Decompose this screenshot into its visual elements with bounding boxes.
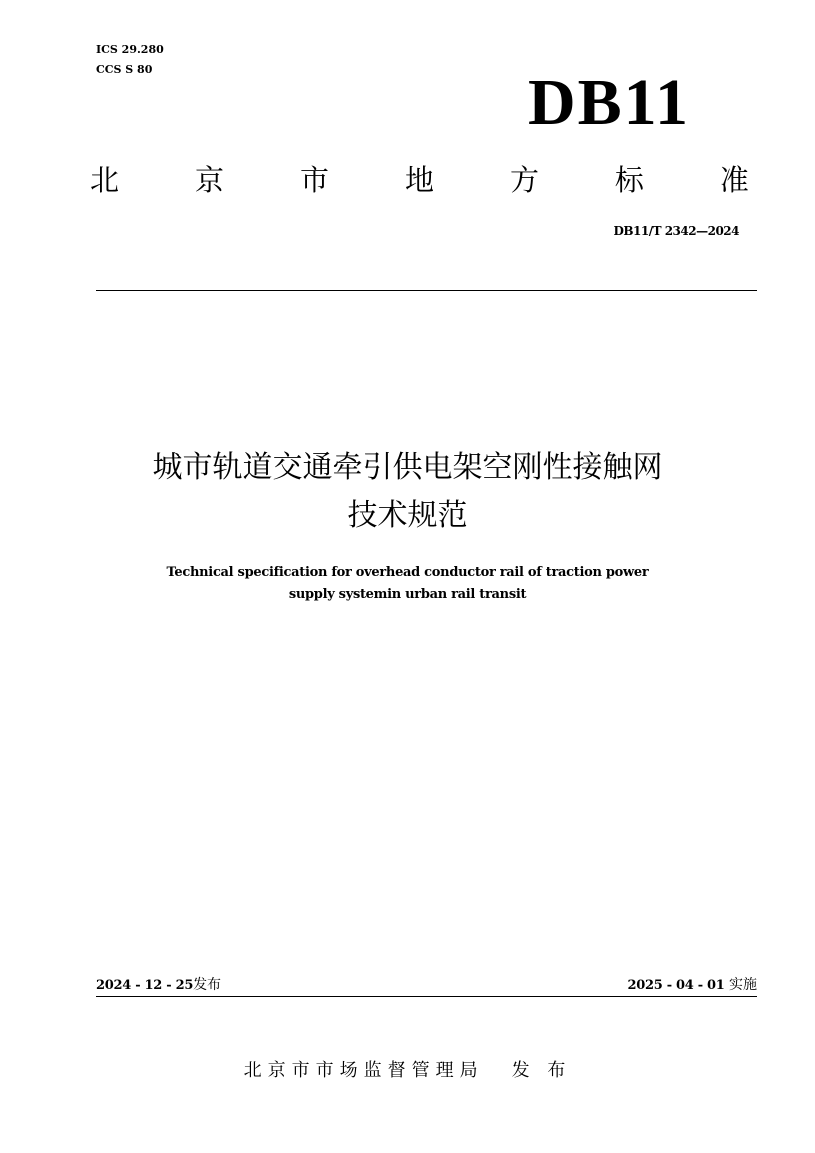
- standard-type-char: 市: [299, 163, 329, 197]
- issuer-action: 发 布: [511, 1060, 572, 1081]
- standard-type-title: [90, 160, 749, 200]
- issuer-name: 北京市市场监督管理局: [243, 1060, 484, 1081]
- standard-type-char: 方: [509, 163, 539, 197]
- db11-logo: DB11: [527, 66, 690, 139]
- implement-date-block: [627, 974, 757, 994]
- standard-type-char: 京: [194, 163, 224, 197]
- classification-codes: [96, 40, 164, 80]
- standard-type-char: 标: [614, 163, 644, 197]
- ics-code: ICS 29.280: [96, 43, 164, 56]
- standard-number: DB11/T 2342—2024: [613, 224, 739, 238]
- english-title: [0, 562, 815, 606]
- chinese-title-line1: 城市轨道交通牵引供电架空刚性接触网: [152, 450, 663, 485]
- standard-type-char: 地: [404, 163, 434, 197]
- standard-type-char: 北: [90, 163, 120, 197]
- ccs-code: CCS S 80: [96, 63, 153, 76]
- publish-date-block: [96, 974, 221, 994]
- english-title-line2: supply systemin urban rail transit: [288, 587, 527, 602]
- implement-label: 实施: [729, 977, 757, 993]
- publish-date: 2024 - 12 - 25: [96, 978, 194, 993]
- top-divider: [96, 290, 757, 291]
- english-title-line1: Technical specification for overhead conductor rail of traction power: [166, 565, 649, 580]
- bottom-divider: [96, 996, 757, 997]
- implement-date: 2025 - 04 - 01: [627, 978, 725, 993]
- chinese-title-line2: 技术规范: [347, 498, 468, 533]
- chinese-title: [0, 444, 815, 540]
- publish-label: 发布: [193, 977, 222, 993]
- standard-type-char: 准: [719, 163, 749, 197]
- issuer-line: [0, 1056, 815, 1082]
